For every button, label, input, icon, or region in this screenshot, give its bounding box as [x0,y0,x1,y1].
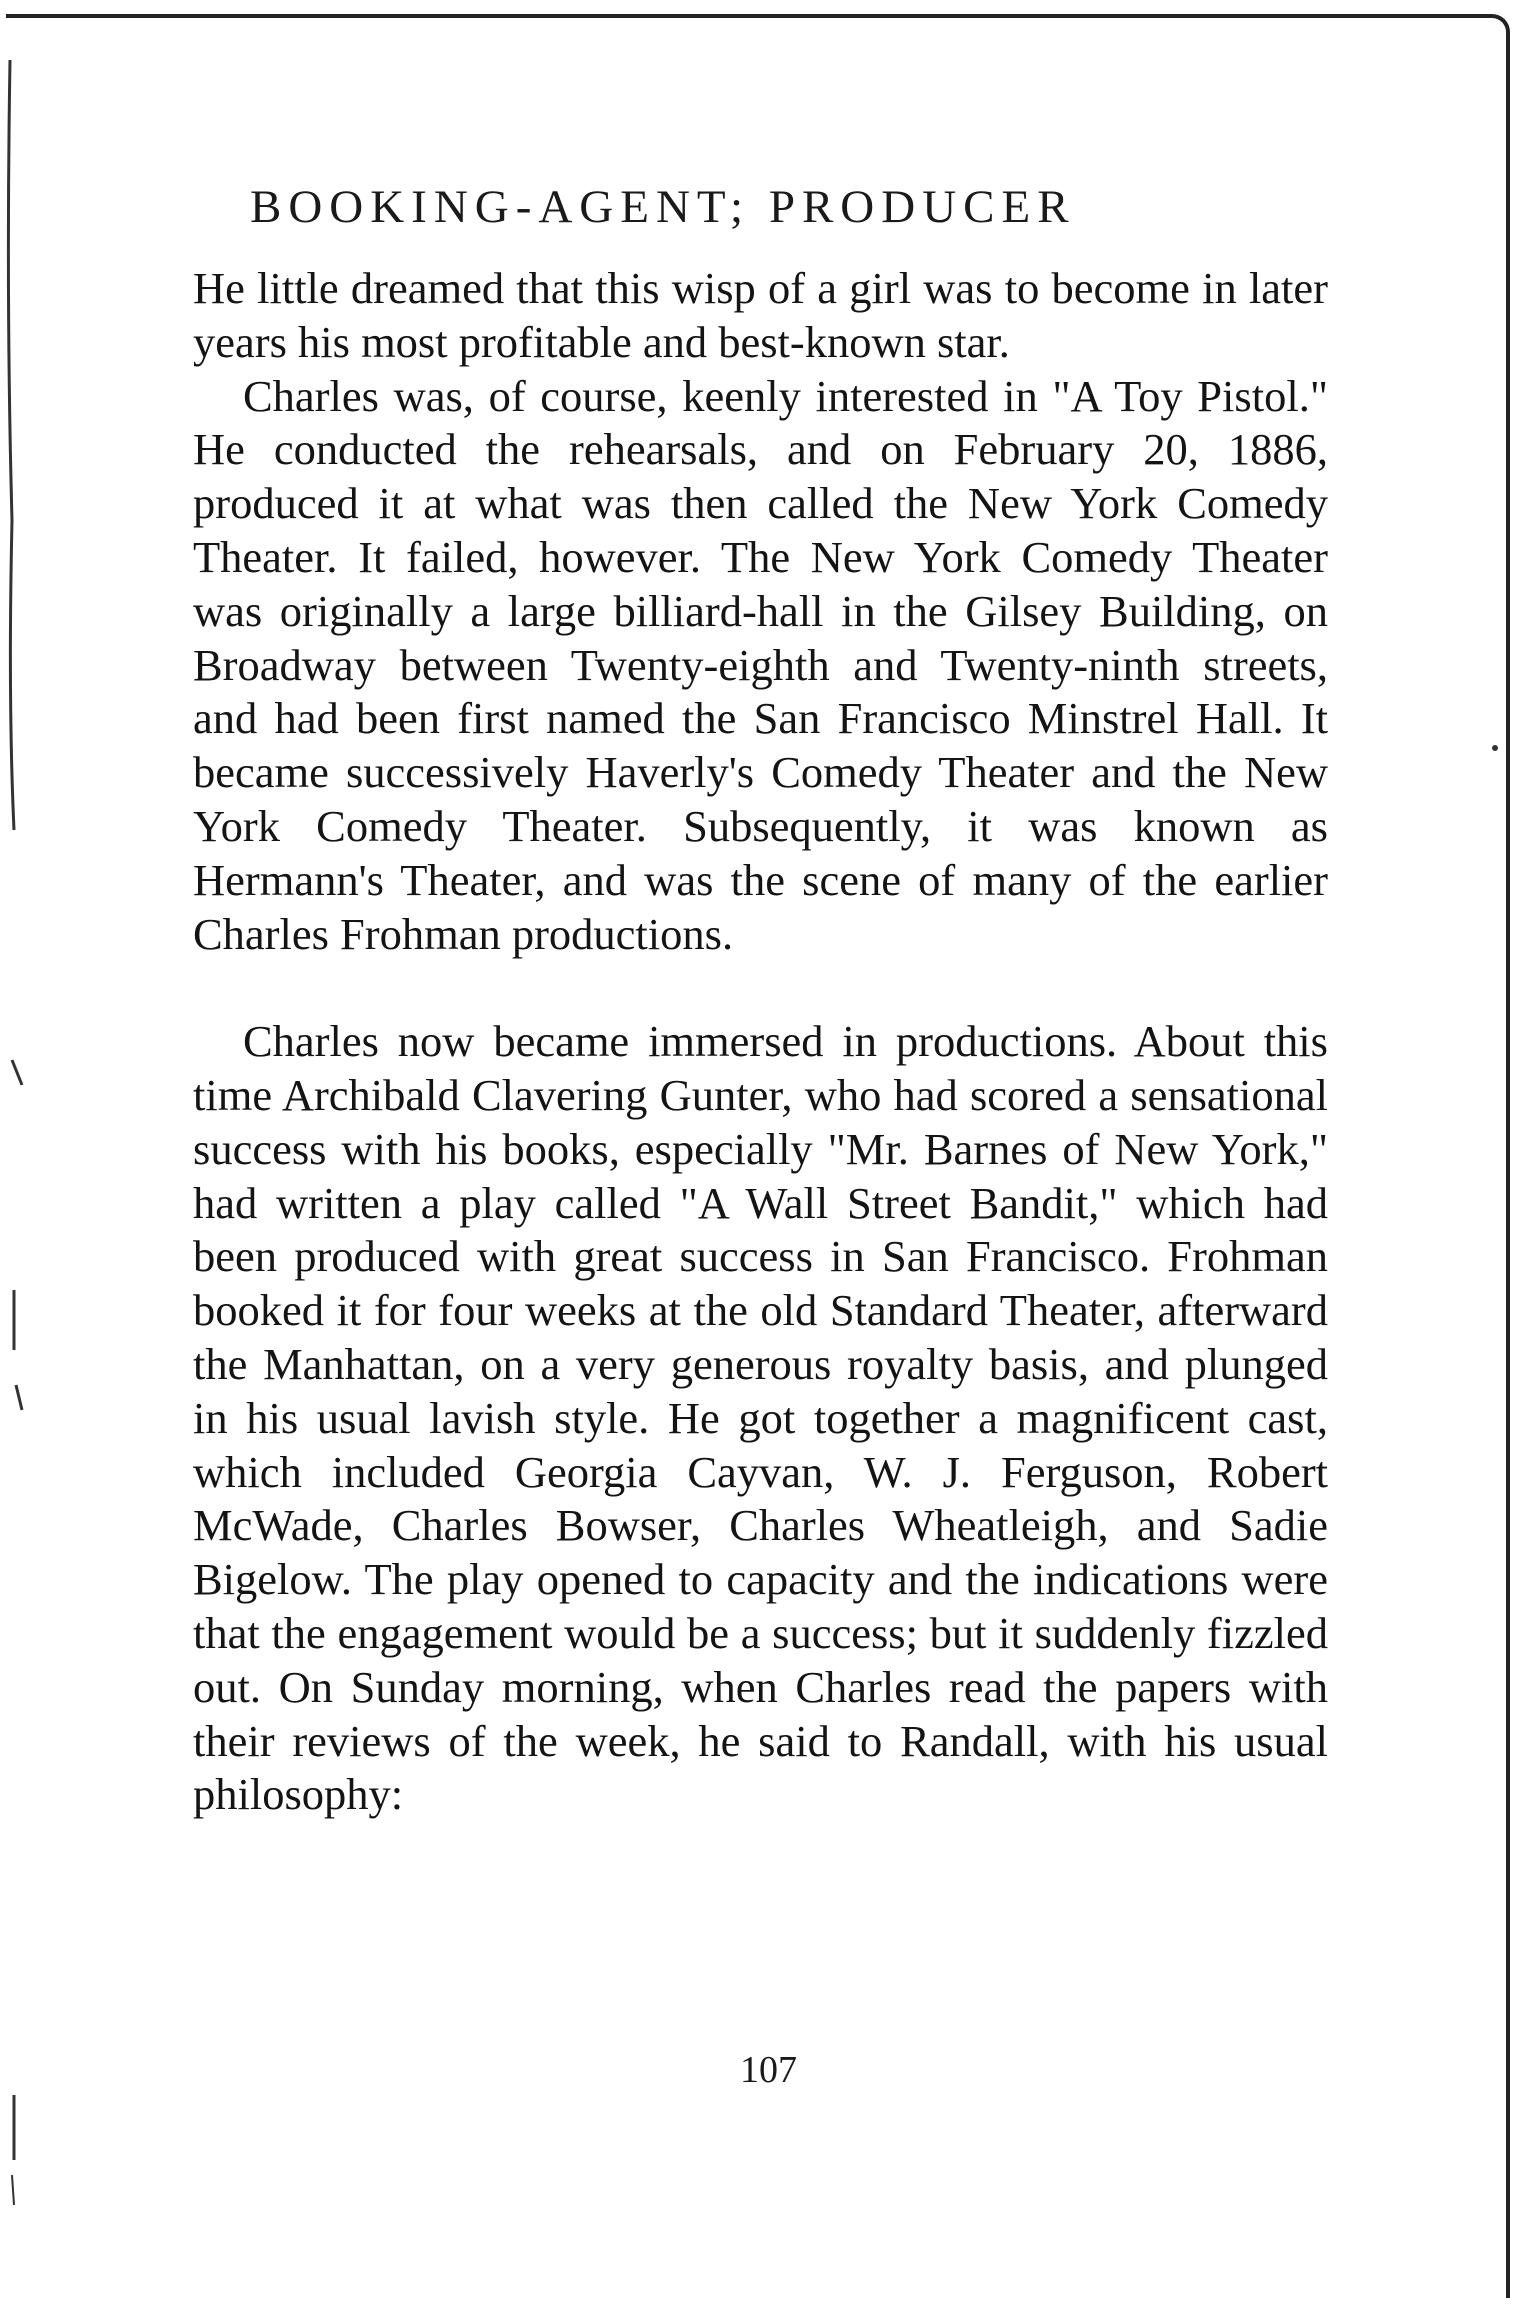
paragraph-3: Charles now became immersed in productions. About this time Archibald Clavering Gunter, who had scored a sensational success with his books, especially "Mr. Barnes of New York," had written a play called "A Wall Street Bandit," which had been produced with great success in San Francisco. Frohman booked it for four weeks at the old Standard Theater, afterward the Manhattan, on a very generous royalty basis, and plunged in his usual lavish style. He got together a magnificent cast, which included Georgia Cayvan, W. J. Ferguson, Robert McWade, Charles Bowser, Charles Wheatleigh, and Sadie Bigelow. The play opened to capacity and the indications were that the engagement would be a success; but it suddenly fizzled out. On Sunday morning, when Charles read the papers with their reviews of the week, he said to Randall, with his usual philosophy: [193,1016,1328,1820]
body-text [193,262,1328,1822]
paragraph-2: Charles was, of course, keenly interested in "A Toy Pistol." He conducted the rehearsals, and on February 20, 1886, produced it at what was then called the New York Comedy Theater. It failed, however. The New York Comedy Theater was originally a large billiard-hall in the Gilsey Building, on Broadway between Twenty-eighth and Twenty-ninth streets, and had been first named the San Francisco Minstrel Hall. It became successively Haverly's Comedy Theater and the New York Comedy Theater. Subsequently, it was known as Hermann's Theater, and was the scene of many of the earlier Charles Frohman productions. [193,370,1328,959]
scan-edge-marks [0,0,30,2315]
paragraph-1: He little dreamed that this wisp of a girl was to become in later years his most profitable and best-known star. [193,263,1328,367]
page-number: 107 [740,2049,797,2091]
ink-speck [1492,745,1498,751]
running-head: BOOKING-AGENT; PRODUCER [250,181,1076,233]
